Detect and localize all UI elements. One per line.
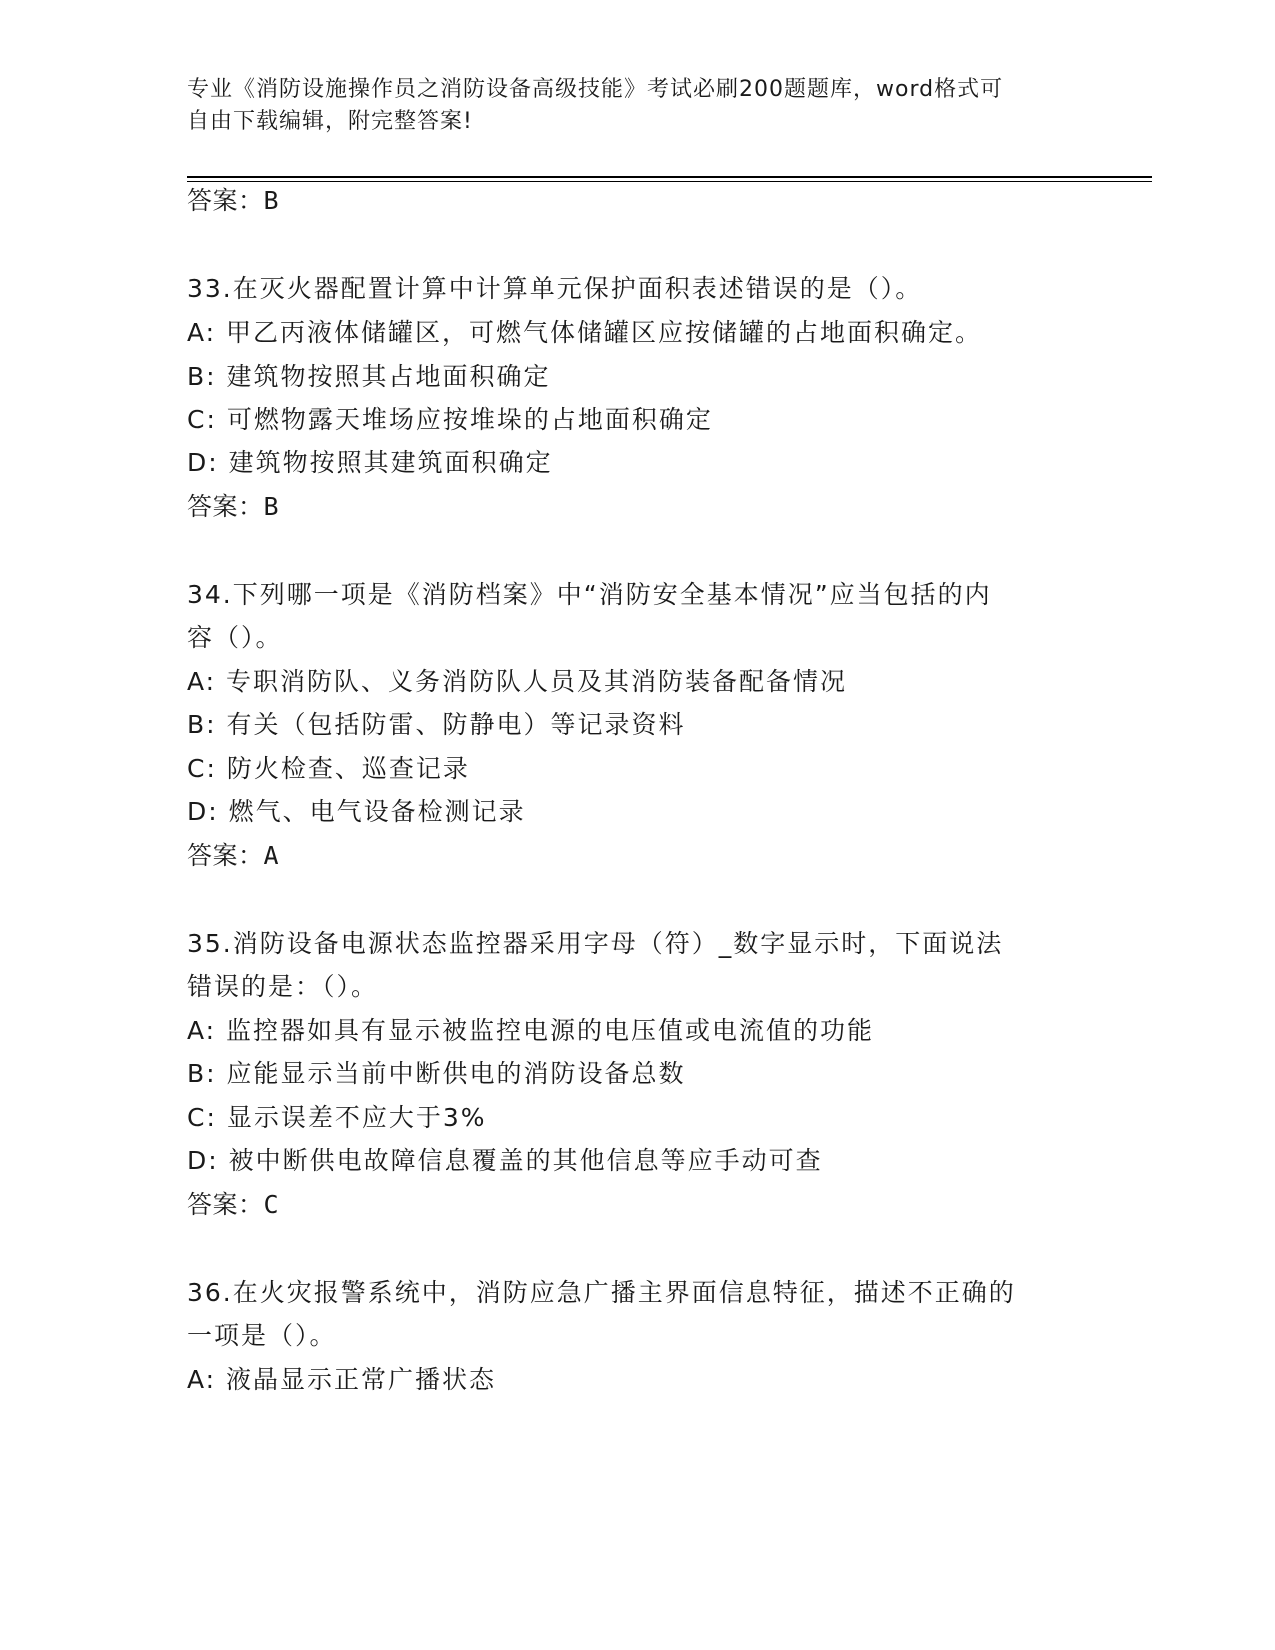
question-35-option-b: B: 应能显示当前中断供电的消防设备总数 bbox=[187, 1059, 686, 1088]
question-33-option-b: B: 建筑物按照其占地面积确定 bbox=[187, 362, 551, 391]
question-34-option-b: B: 有关（包括防雷、防静电）等记录资料 bbox=[187, 710, 686, 739]
header-title-line-1: 专业《消防设施操作员之消防设备高级技能》考试必刷200题题库，word格式可 bbox=[187, 77, 1004, 102]
question-35-option-d: D: 被中断供电故障信息覆盖的其他信息等应手动可查 bbox=[187, 1146, 823, 1175]
header-rule-thick bbox=[187, 176, 1152, 178]
question-33-option-d: D: 建筑物按照其建筑面积确定 bbox=[187, 448, 553, 477]
question-34-stem-line-2: 容（）。 bbox=[187, 623, 283, 652]
question-33-answer: 答案：B bbox=[187, 492, 280, 521]
question-35-stem-line-1: 35.消防设备电源状态监控器采用字母（符）_数字显示时，下面说法 bbox=[187, 929, 1004, 958]
document-header bbox=[187, 74, 1087, 138]
header-title-line-2: 自由下载编辑，附完整答案! bbox=[187, 109, 473, 134]
question-34-option-d: D: 燃气、电气设备检测记录 bbox=[187, 797, 526, 826]
question-34-option-a: A: 专职消防队、义务消防队人员及其消防装备配备情况 bbox=[187, 667, 848, 696]
question-36-stem-line-1: 36.在火灾报警系统中，消防应急广播主界面信息特征，描述不正确的 bbox=[187, 1278, 1016, 1307]
question-36-stem-line-2: 一项是（）。 bbox=[187, 1321, 337, 1350]
question-34-answer: 答案：A bbox=[187, 841, 280, 870]
question-34-option-c: C: 防火检查、巡查记录 bbox=[187, 754, 470, 783]
question-35-stem-line-2: 错误的是：（）。 bbox=[187, 972, 379, 1001]
question-35-answer: 答案：C bbox=[187, 1190, 280, 1219]
question-35-option-a: A: 监控器如具有显示被监控电源的电压值或电流值的功能 bbox=[187, 1016, 875, 1045]
question-33-stem: 33.在灭火器配置计算中计算单元保护面积表述错误的是（）。 bbox=[187, 274, 923, 303]
question-33-option-c: C: 可燃物露天堆场应按堆垛的占地面积确定 bbox=[187, 405, 713, 434]
question-35-option-c: C: 显示误差不应大于3% bbox=[187, 1103, 487, 1132]
question-33-option-a: A: 甲乙丙液体储罐区，可燃气体储罐区应按储罐的占地面积确定。 bbox=[187, 318, 983, 347]
answer-previous: 答案：B bbox=[187, 186, 280, 215]
header-rule-thin bbox=[187, 181, 1152, 182]
question-36-option-a: A: 液晶显示正常广播状态 bbox=[187, 1365, 497, 1394]
question-34-stem-line-1: 34.下列哪一项是《消防档案》中“消防安全基本情况”应当包括的内 bbox=[187, 580, 992, 609]
